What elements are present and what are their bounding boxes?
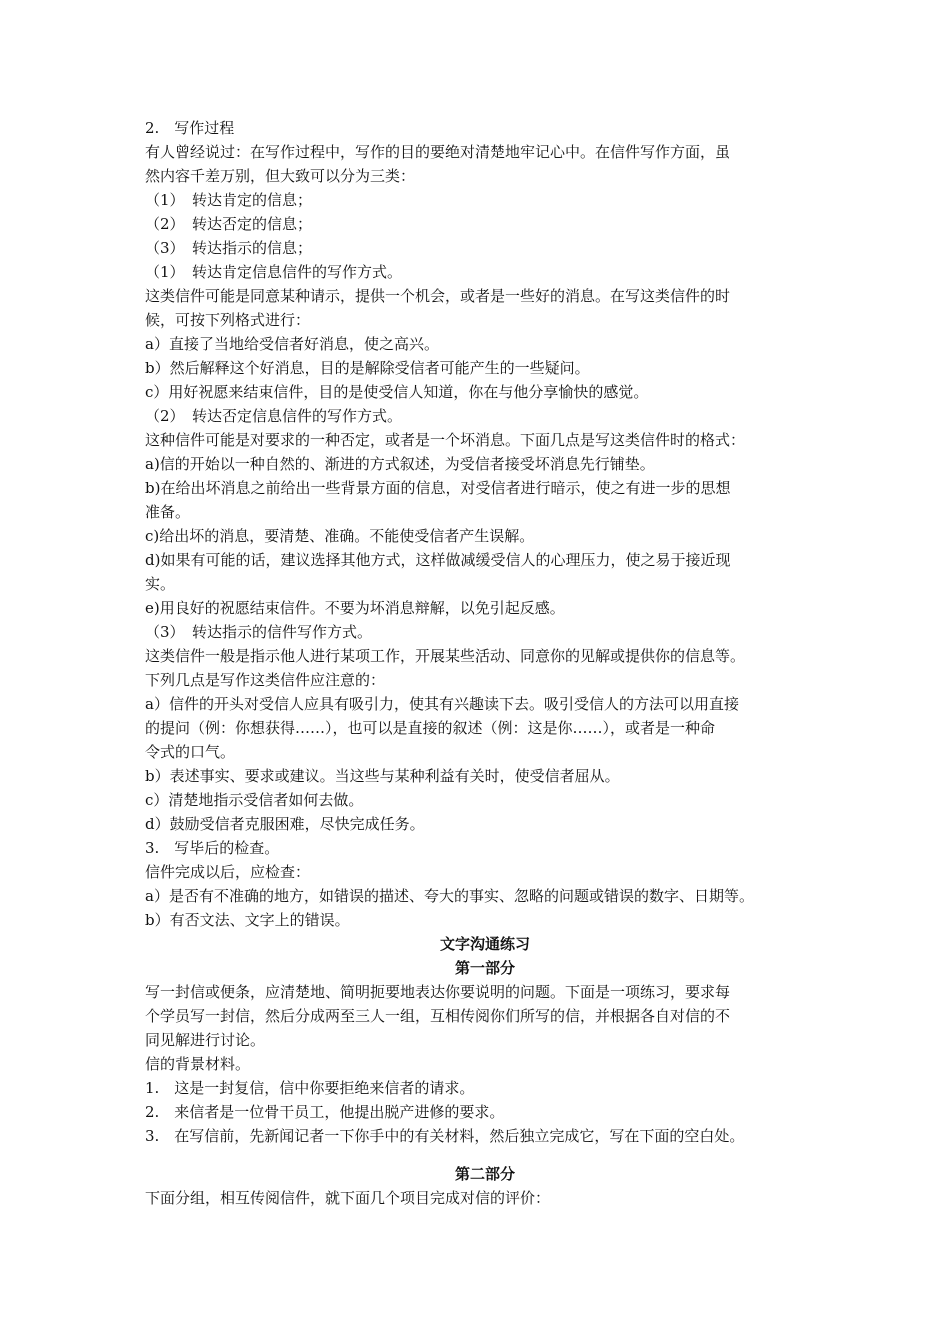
text-line: a）是否有不准确的地方，如错误的描述、夸大的事实、忽略的问题或错误的数字、日期等。: [145, 887, 754, 905]
document-page: [145, 116, 825, 1210]
text-line: 令式的口气。: [145, 743, 236, 761]
text-line: 的提问（例：你想获得……），也可以是直接的叙述（例：这是你……），或者是一种命: [145, 719, 716, 737]
text-line: d)如果有可能的话，建议选择其他方式，这样做减缓受信人的心理压力，使之易于接近现: [145, 551, 731, 569]
text-line: 3. 在写信前，先新闻记者一下你手中的有关材料，然后独立完成它，写在下面的空白处。: [145, 1127, 745, 1145]
text-line: 这类信件可能是同意某种请示，提供一个机会，或者是一些好的消息。在写这类信件的时: [145, 287, 731, 305]
text-line: c）用好祝愿来结束信件，目的是使受信人知道，你在与他分享愉快的感觉。: [145, 383, 649, 401]
text-line: 有人曾经说过：在写作过程中，写作的目的要绝对清楚地牢记心中。在信件写作方面，虽: [145, 143, 731, 161]
text-line: （3） 转达指示的信件写作方式。: [145, 623, 373, 641]
spacer: [145, 1148, 825, 1162]
section-writing-process: [145, 116, 825, 932]
text-line: 信件完成以后，应检查：: [145, 863, 311, 881]
text-line: b）表述事实、要求或建议。当这些与某种利益有关时，使受信者屈从。: [145, 767, 620, 785]
text-line: 下面分组，相互传阅信件，就下面几个项目完成对信的评价：: [145, 1189, 551, 1207]
text-line: d）鼓励受信者克服困难，尽快完成任务。: [145, 815, 425, 833]
section-part-two: [145, 1186, 825, 1210]
text-line: a）信件的开头对受信人应具有吸引力，使其有兴趣读下去。吸引受信人的方法可以用直接: [145, 695, 739, 713]
text-line: 这种信件可能是对要求的一种否定，或者是一个坏消息。下面几点是写这类信件时的格式：: [145, 431, 746, 449]
text-line: 1. 这是一封复信，信中你要拒绝来信者的请求。: [145, 1079, 475, 1097]
text-line: 个学员写一封信，然后分成两至三人一组，互相传阅你们所写的信，并根据各自对信的不: [145, 1007, 731, 1025]
text-line: 信的背景材料。: [145, 1055, 251, 1073]
text-line: 候，可按下列格式进行：: [145, 311, 311, 329]
text-line: c)给出坏的消息，要清楚、准确。不能使受信者产生误解。: [145, 527, 535, 545]
text-line: c）清楚地指示受信者如何去做。: [145, 791, 364, 809]
text-line: 2. 来信者是一位骨干员工，他提出脱产进修的要求。: [145, 1103, 505, 1121]
text-line: （1） 转达肯定的信息；: [145, 191, 313, 209]
text-line: a)信的开始以一种自然的、渐进的方式叙述，为受信者接受坏消息先行铺垫。: [145, 455, 655, 473]
text-line: 2. 写作过程: [145, 119, 235, 137]
text-line: （1） 转达肯定信息信件的写作方式。: [145, 263, 403, 281]
text-line: 然内容千差万别，但大致可以分为三类：: [145, 167, 416, 185]
text-line: （2） 转达否定的信息；: [145, 215, 313, 233]
text-line: 下列几点是写作这类信件应注意的：: [145, 671, 386, 689]
text-line: 这类信件一般是指示他人进行某项工作，开展某些活动、同意你的见解或提供你的信息等。: [145, 647, 746, 665]
text-line: b）有否文法、文字上的错误。: [145, 911, 350, 929]
text-line: b)在给出坏消息之前给出一些背景方面的信息，对受信者进行暗示，使之有进一步的思想: [145, 479, 731, 497]
heading-written-communication-exercise: 文字沟通练习: [439, 935, 530, 953]
text-line: 准备。: [145, 503, 191, 521]
text-line: 同见解进行讨论。: [145, 1031, 266, 1049]
section-part-one: [145, 980, 825, 1148]
text-line: 3. 写毕后的检查。: [145, 839, 280, 857]
text-line: （3） 转达指示的信息；: [145, 239, 313, 257]
heading-part-one: 第一部分: [454, 959, 515, 977]
heading-part-two: 第二部分: [454, 1165, 515, 1183]
text-line: （2） 转达否定信息信件的写作方式。: [145, 407, 403, 425]
text-line: 写一封信或便条，应清楚地、简明扼要地表达你要说明的问题。下面是一项练习，要求每: [145, 983, 731, 1001]
text-line: b）然后解释这个好消息，目的是解除受信者可能产生的一些疑问。: [145, 359, 590, 377]
text-line: 实。: [145, 575, 176, 593]
text-line: e)用良好的祝愿结束信件。不要为坏消息辩解，以免引起反感。: [145, 599, 565, 617]
text-line: a）直接了当地给受信者好消息，使之高兴。: [145, 335, 439, 353]
